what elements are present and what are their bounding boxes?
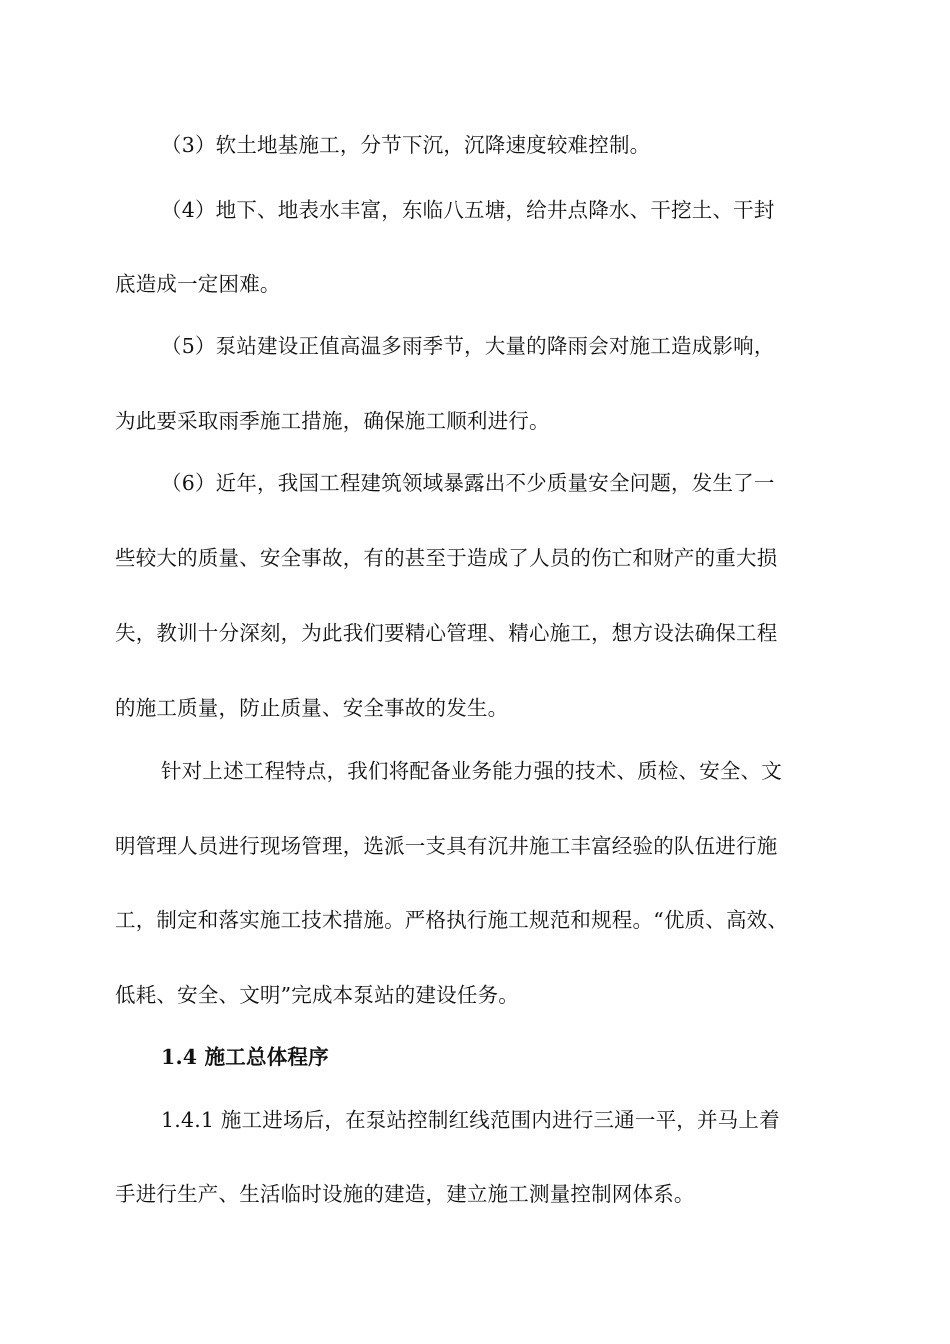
section-paragraph-line-1: 1.4.1 施工进场后，在泵站控制红线范围内进行三通一平，并马上着 <box>161 1108 780 1132</box>
paragraph-project-features-line-3: 工，制定和落实施工技术措施。严格执行施工规范和规程。“优质、高效、 <box>115 908 789 932</box>
paragraph-project-features-line-2: 明管理人员进行现场管理，选派一支具有沉井施工丰富经验的队伍进行施 <box>115 834 778 858</box>
paragraph-groundwater-line-2: 底造成一定困难。 <box>115 272 281 296</box>
paragraph-groundwater-line-1: （4）地下、地表水丰富，东临八五塘，给井点降水、干挖土、干封 <box>161 198 775 222</box>
paragraph-quality-safety-line-3: 失，教训十分深刻，为此我们要精心管理、精心施工，想方设法确保工程 <box>115 621 778 645</box>
paragraph-project-features-line-4: 低耗、安全、文明”完成本泵站的建设任务。 <box>115 983 519 1007</box>
paragraph-quality-safety-line-2: 些较大的质量、安全事故，有的甚至于造成了人员的伤亡和财产的重大损 <box>115 546 778 570</box>
paragraph-quality-safety-line-1: （6）近年，我国工程建筑领域暴露出不少质量安全问题，发生了一 <box>161 471 775 495</box>
paragraph-quality-safety-line-4: 的施工质量，防止质量、安全事故的发生。 <box>115 696 509 720</box>
paragraph-soft-soil: （3）软土地基施工，分节下沉，沉降速度较难控制。 <box>161 133 651 157</box>
paragraph-project-features-line-1: 针对上述工程特点，我们将配备业务能力强的技术、质检、安全、文 <box>161 759 782 783</box>
paragraph-rainy-season-line-2: 为此要采取雨季施工措施，确保施工顺利进行。 <box>115 409 550 433</box>
section-heading: 1.4 施工总体程序 <box>161 1045 329 1069</box>
paragraph-rainy-season-line-1: （5）泵站建设正值高温多雨季节，大量的降雨会对施工造成影响， <box>161 334 775 358</box>
section-paragraph-line-2: 手进行生产、生活临时设施的建造，建立施工测量控制网体系。 <box>115 1182 695 1206</box>
